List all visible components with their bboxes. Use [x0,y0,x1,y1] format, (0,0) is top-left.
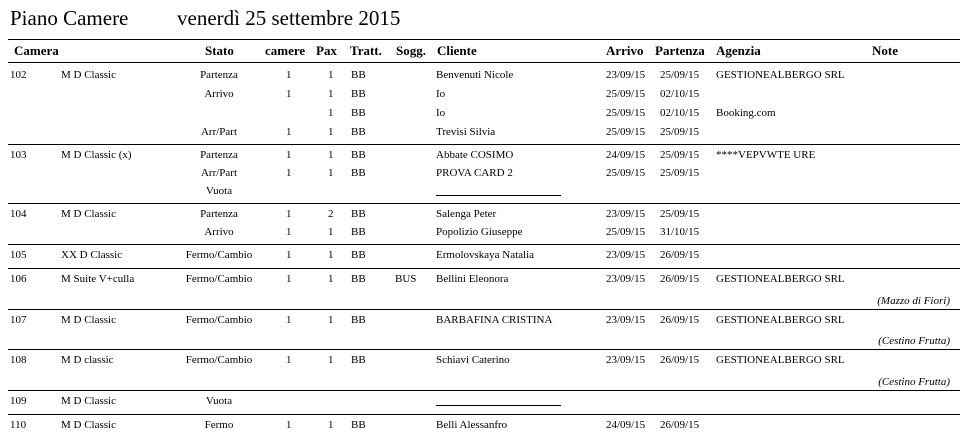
cell-partenza: 25/09/15 [660,149,700,161]
row-separator [8,414,960,415]
cell-stato: Fermo [204,419,234,431]
cell-stato: Fermo/Cambio [185,314,253,326]
table-row [0,206,960,223]
cell-cliente: Io [436,107,446,119]
header-top-rule [8,39,960,40]
table-row [0,312,960,329]
table-row [0,124,960,141]
cell-pax: 1 [328,273,334,285]
cell-pax: 1 [328,149,334,161]
room-type: M D Classic [61,419,116,431]
cell-tratt: BB [351,149,366,161]
room-number: 105 [10,249,27,261]
cell-partenza: 25/09/15 [660,126,700,138]
cell-stato: Vuota [205,395,233,407]
cell-tratt: BB [351,354,366,366]
page-title [10,6,401,31]
cell-pax: 2 [328,208,334,220]
cell-camere: 1 [286,208,292,220]
cell-camere: 1 [286,249,292,261]
cell-camere: 1 [286,167,292,179]
cell-partenza: 26/09/15 [660,314,700,326]
cell-cliente: Ermolovskaya Natalia [436,249,535,261]
cell-tratt: BB [351,107,366,119]
room-type: M D Classic (x) [61,149,132,161]
cell-partenza: 26/09/15 [660,354,700,366]
cell-stato: Partenza [200,208,238,220]
cell-partenza: 26/09/15 [660,419,700,431]
cell-tratt: BB [351,88,366,100]
cell-stato: Partenza [200,149,238,161]
room-number: 104 [10,208,27,220]
cell-tratt: BB [351,249,366,261]
cell-cliente: Schiavi Caterino [436,354,510,366]
room-type: M D Classic [61,314,116,326]
cell-arrivo: 23/09/15 [606,273,646,285]
cell-partenza: 26/09/15 [660,249,700,261]
cell-arrivo: 23/09/15 [606,69,646,81]
col-stato: Stato [205,43,234,58]
row-separator [8,268,960,269]
table-row [0,67,960,84]
cell-arrivo: 25/09/15 [606,167,646,179]
cell-agenzia: GESTIONEALBERGO SRL [716,273,845,285]
cell-arrivo: 23/09/15 [606,354,646,366]
cell-arrivo: 25/09/15 [606,226,646,238]
room-number: 102 [10,69,27,81]
cell-partenza: 25/09/15 [660,69,700,81]
cell-arrivo: 25/09/15 [606,88,646,100]
cell-stato: Vuota [205,185,233,197]
cell-cliente: Io [436,88,446,100]
room-type: M D Classic [61,69,116,81]
cell-agenzia: GESTIONEALBERGO SRL [716,354,845,366]
cell-pax: 1 [328,69,334,81]
cell-tratt: BB [351,314,366,326]
cell-tratt: BB [351,419,366,431]
table-row [0,183,960,200]
cell-camere: 1 [286,314,292,326]
col-agenzia: Agenzia [716,43,761,58]
cell-camere: 1 [286,419,292,431]
row-separator [8,390,960,391]
cell-camere: 1 [286,226,292,238]
cell-pax: 1 [328,249,334,261]
cell-stato: Fermo/Cambio [185,273,253,285]
cell-arrivo: 25/09/15 [606,107,646,119]
cell-cliente: BARBAFINA CRISTINA [436,314,553,326]
cell-agenzia: GESTIONEALBERGO SRL [716,69,845,81]
cell-tratt: BB [351,208,366,220]
cell-tratt: BB [351,226,366,238]
cell-camere: 1 [286,126,292,138]
cell-arrivo: 23/09/15 [606,249,646,261]
cell-arrivo: 24/09/15 [606,149,646,161]
cell-arrivo: 23/09/15 [606,208,646,220]
col-camere: camere [265,43,306,58]
cell-cliente: PROVA CARD 2 [436,167,513,179]
table-row [0,352,960,369]
cell-tratt: BB [351,273,366,285]
cell-arrivo: 24/09/15 [606,419,646,431]
room-number: 107 [10,314,27,326]
cell-agenzia: Booking.com [716,107,776,119]
col-camera: Camera [14,43,59,58]
cell-stato: Arrivo [204,226,234,238]
room-number: 108 [10,354,27,366]
cell-cliente: Bellini Eleonora [436,273,509,285]
row-separator [8,349,960,350]
col-partenza: Partenza [655,43,705,58]
cell-cliente: Benvenuti Nicole [436,69,514,81]
table-row [0,147,960,164]
cell-tratt: BB [351,126,366,138]
cell-pax: 1 [328,88,334,100]
cell-stato: Arrivo [204,88,234,100]
cell-pax: 1 [328,226,334,238]
cell-arrivo: 25/09/15 [606,126,646,138]
cell-agenzia: ****VEPVWTE URE [716,149,816,161]
report-title: Piano Camere [10,6,129,30]
room-type: M Suite V+culla [61,273,135,285]
cell-partenza: 02/10/15 [660,107,700,119]
blank-guest-line [436,395,561,407]
row-separator [8,144,960,145]
cell-pax: 1 [328,419,334,431]
row-separator [8,244,960,245]
room-type: XX D Classic [61,249,123,261]
room-type: M D classic [61,354,114,366]
room-number: 103 [10,149,27,161]
cell-stato: Fermo/Cambio [185,249,253,261]
cell-partenza: 25/09/15 [660,167,700,179]
cell-camere: 1 [286,149,292,161]
room-type: M D Classic [61,395,116,407]
cell-agenzia: GESTIONEALBERGO SRL [716,314,845,326]
room-number: 110 [10,419,27,431]
room-number: 109 [10,395,27,407]
cell-partenza: 25/09/15 [660,208,700,220]
cell-camere: 1 [286,273,292,285]
cell-partenza: 02/10/15 [660,88,700,100]
cell-stato: Arr/Part [200,126,238,138]
cell-camere: 1 [286,354,292,366]
cell-pax: 1 [328,314,334,326]
cell-stato: Fermo/Cambio [185,354,253,366]
table-row [0,271,960,288]
cell-stato: Partenza [200,69,238,81]
header-bottom-rule [8,62,960,63]
table-row [0,247,960,264]
cell-cliente: Salenga Peter [436,208,497,220]
cell-partenza: 26/09/15 [660,273,700,285]
cell-partenza: 31/10/15 [660,226,700,238]
row-separator [8,309,960,310]
cell-camere: 1 [286,69,292,81]
table-row [0,393,960,410]
cell-pax: 1 [328,126,334,138]
cell-pax: 1 [328,354,334,366]
table-row [0,417,960,434]
report-date: venerdì 25 settembre 2015 [177,6,401,30]
room-note: (Mazzo di Fiori) [877,295,950,307]
cell-tratt: BB [351,167,366,179]
room-number: 106 [10,273,27,285]
room-type: M D Classic [61,208,116,220]
col-sogg: Sogg. [396,43,426,58]
col-note: Note [872,43,898,58]
cell-tratt: BB [351,69,366,81]
table-row [0,86,960,103]
cell-cliente: Abbate COSIMO [436,149,514,161]
cell-camere: 1 [286,88,292,100]
table-row [0,105,960,122]
cell-sogg: BUS [395,273,417,285]
col-pax: Pax [316,43,337,58]
room-note: (Cestino Frutta) [878,335,950,347]
table-row [0,165,960,182]
col-tratt: Tratt. [350,43,382,58]
cell-pax: 1 [328,107,334,119]
cell-arrivo: 23/09/15 [606,314,646,326]
col-arrivo: Arrivo [606,43,644,58]
cell-stato: Arr/Part [200,167,238,179]
cell-cliente: Popolizio Giuseppe [436,226,523,238]
cell-cliente: Belli Alessanfro [436,419,508,431]
room-note: (Cestino Frutta) [878,376,950,388]
blank-guest-line [436,185,561,197]
cell-cliente: Trevisi Silvia [436,126,496,138]
row-separator [8,203,960,204]
cell-pax: 1 [328,167,334,179]
col-cliente: Cliente [437,43,477,58]
table-row [0,224,960,241]
